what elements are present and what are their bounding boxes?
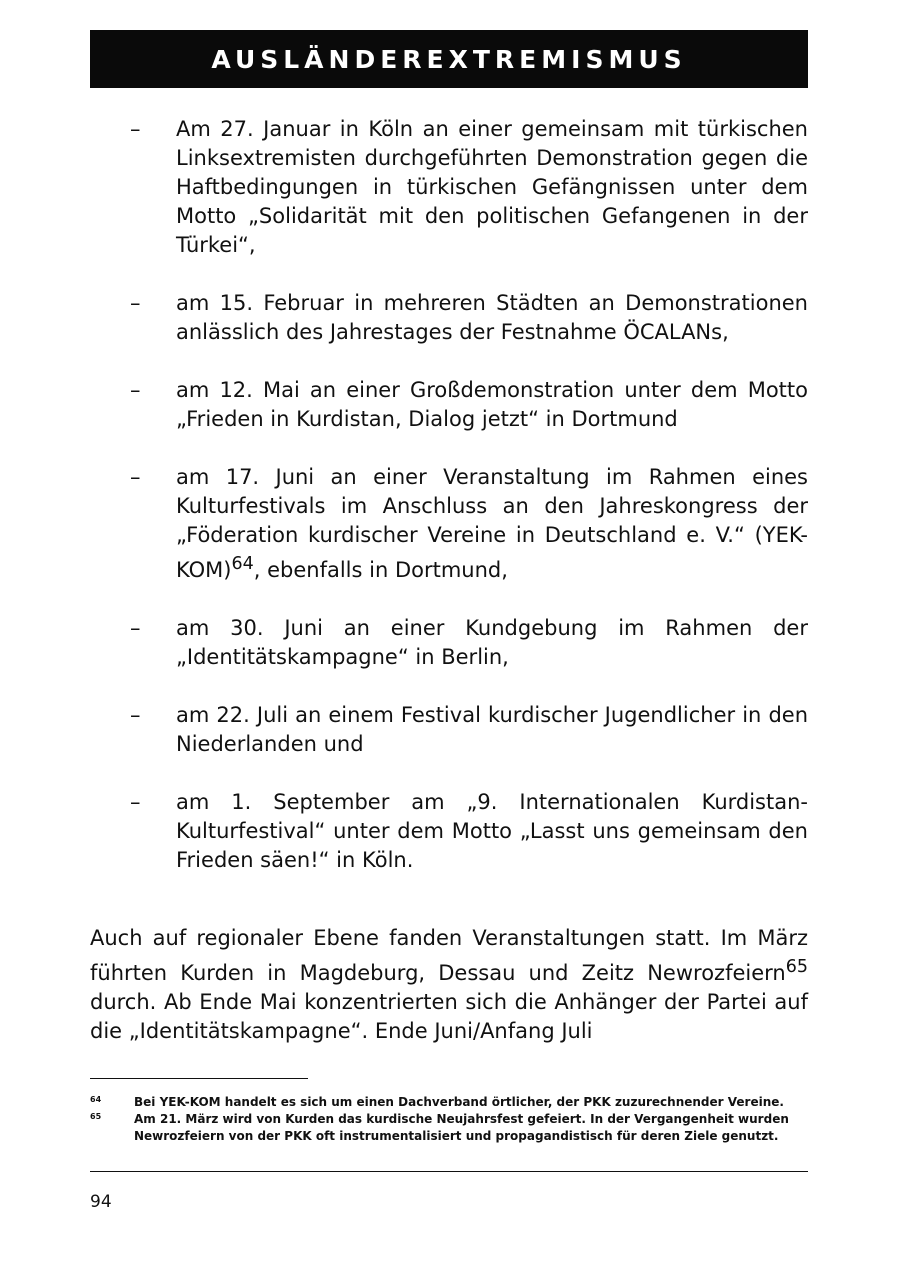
list-dash: –	[130, 703, 141, 727]
list-item	[90, 376, 808, 434]
list-item	[90, 614, 808, 672]
page-footer-rule	[90, 1171, 808, 1172]
list-item-text-tail: , ebenfalls in Dortmund,	[253, 558, 508, 582]
list-item	[90, 463, 808, 585]
list-item-text: am 15. Februar in mehreren Städten an Demonstrationen anlässlich des Jahrestages der Festnahme ÖCALANs,	[176, 291, 808, 344]
list-dash: –	[130, 291, 141, 315]
footnote	[90, 1094, 808, 1111]
footnotes	[90, 1094, 808, 1145]
footnote-ref: 65	[785, 957, 808, 977]
list-item-text: am 17. Juni an einer Veranstaltung im Rahmen eines Kulturfestivals im Anschluss an den Jahreskongress der „Föderation kurdischer Vereine in Deutschland e. V.“ (YEK-KOM)	[176, 465, 808, 582]
footnote	[90, 1111, 808, 1145]
list-item-text: am 22. Juli an einem Festival kurdischer Jugendlicher in den Niederlanden und	[176, 703, 808, 756]
page-number: 94	[90, 1192, 112, 1212]
list-item	[90, 701, 808, 759]
event-list	[90, 115, 808, 904]
footnote-text: Am 21. März wird von Kurden das kurdische Neujahrsfest gefeiert. In der Vergangenheit wurden Newrozfeiern von der PKK oft instrumentalisiert und propagandistisch für deren Ziele genutzt.	[134, 1112, 789, 1143]
footnote-number: 64	[90, 1095, 102, 1104]
footnote-divider	[90, 1078, 308, 1079]
list-item-text: Am 27. Januar in Köln an einer gemeinsam mit türkischen Linksextremisten durchgeführten Demonstration gegen die Haftbedingungen in türkischen Gefängnissen unter dem Motto „Solidarität mit den politischen Gefangenen in der Türkei“,	[176, 117, 808, 257]
footnote-text: Bei YEK-KOM handelt es sich um einen Dachverband örtlicher, der PKK zuzurechnender Vereine.	[134, 1095, 784, 1109]
page-header	[90, 30, 808, 88]
header-title: AUSLÄNDEREXTREMISMUS	[211, 44, 687, 74]
list-dash: –	[130, 117, 141, 141]
footnote-ref: 64	[231, 554, 254, 574]
paragraph-text-tail: durch. Ab Ende Mai konzentrierten sich die Anhänger der Partei auf die „Identitätskampagne“. Ende Juni/Anfang Juli	[90, 990, 808, 1043]
footnote-number: 65	[90, 1112, 102, 1121]
list-dash: –	[130, 790, 141, 814]
list-dash: –	[130, 465, 141, 489]
list-dash: –	[130, 616, 141, 640]
list-dash: –	[130, 378, 141, 402]
paragraph-text: Auch auf regionaler Ebene fanden Veranstaltungen statt. Im März führten Kurden in Magdeburg, Dessau und Zeitz Newrozfeiern	[90, 926, 808, 985]
list-item-text: am 30. Juni an einer Kundgebung im Rahmen der „Identitätskampagne“ in Berlin,	[176, 616, 808, 669]
list-item-text: am 1. September am „9. Internationalen Kurdistan-Kulturfestival“ unter dem Motto „Lasst uns gemeinsam den Frieden säen!“ in Köln.	[176, 790, 808, 872]
list-item	[90, 289, 808, 347]
body-paragraph	[90, 924, 808, 1046]
list-item	[90, 788, 808, 875]
list-item-text: am 12. Mai an einer Großdemonstration unter dem Motto „Frieden in Kurdistan, Dialog jetzt“ in Dortmund	[176, 378, 808, 431]
list-item	[90, 115, 808, 260]
